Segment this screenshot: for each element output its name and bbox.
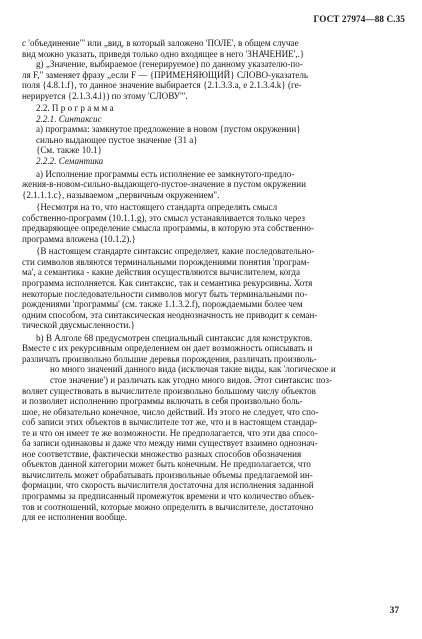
text-line: шое, не обязательно конечное, число действий. Из этого не следует, что спо-	[22, 406, 319, 417]
text-line: сти символов являются терминальными порождениями понятия 'програм-	[22, 256, 310, 267]
text-line: формации, что скорость вычислителя достаточна для исполнения заданной	[22, 480, 314, 491]
text-line: и позволяет исполнению программы включать в себя произвольно боль-	[22, 396, 303, 407]
text-line: a) Исполнение программы есть исполнение ее замкнутого-предло-	[36, 168, 295, 179]
text-line: нерируется {2.1.3.4.l}) по этому 'СЛОВУ'".	[22, 90, 188, 101]
text-line: соб записи этих объектов в вычислителе тот же, что и в настоящем стандар-	[22, 417, 318, 428]
text-line: рождениями 'программы' (см. также 1.1.3.2.f), порождаемыми более чем	[22, 299, 303, 310]
text-line: но много значений данного вида (исключая такие виды, как 'логическое и	[50, 364, 336, 375]
text-line: 2.2.1. Синтаксис	[36, 113, 102, 124]
text-line: {В настоящем стандарте синтаксис определяет, какие последовательно-	[36, 246, 315, 257]
text-line: программы за предписанный промежуток времени и что количество объек-	[22, 490, 315, 501]
text-line: сильно выдающее пустое значение {31 a}	[36, 134, 198, 145]
text-line: g) „Значение, выбираемое (генерируемое) по данному указателю-по-	[36, 59, 303, 70]
text-line: 2.2. П р о г р а м м а	[36, 103, 114, 114]
text-line: с 'объединение'" или „вид, в который заложено 'ПОЛЕ', в общем случае	[22, 38, 299, 48]
text-line: воляет существовать в вычислителе произвольно большому числу объектов	[22, 385, 316, 396]
text-line: {См. также 10.1}	[36, 145, 103, 156]
text-line: тов и соотношений, которые можно определить в вычислителе, достаточно	[22, 501, 314, 512]
text-line: объектов данной категории может быть конечным. Не предполагается, что	[22, 459, 311, 470]
page-header: ГОСТ 27974—88 С.35	[313, 14, 405, 24]
text-line: вид можно указать, приведя только одно входящее в него 'ЗНАЧЕНИЕ',.}	[22, 48, 305, 59]
text-line: собственно-программ (10.1.1.g), это смысл устанавливается только через	[22, 212, 305, 223]
text-line: одним способом, эта синтаксическая неоднозначность не приводит к семан-	[22, 309, 318, 320]
text-line: предваряющее определение смысла программы, в которую эта собственно-	[22, 223, 314, 234]
text-line: программа исполняется. Как синтаксис, так и семантика рекурсивны. Хотя	[22, 278, 313, 289]
text-line: жения-в-новом-сильно-выдающего-пустое-значение в пустом окружении	[22, 179, 306, 190]
page-number: 37	[389, 606, 399, 616]
text-line: a) программа: замкнутое предложение в новом {пустом окружении}	[36, 124, 301, 135]
text-line: стое значение') и различать как угодно много видов. Этот синтаксис поз-	[50, 374, 332, 385]
text-line: ное соответствие, фактически множество разных способов обозначения	[22, 448, 302, 459]
body-text	[22, 38, 405, 523]
text-line: поля {4.8.1.f}, то данное значение выбирается {2.1.3.3.a, e 2.1.3.4.k} (ге-	[22, 80, 302, 91]
text-line: ма', а семантика - какие действия осуществляются вычислителем, когда	[22, 267, 301, 278]
text-line: те и что он имеет те же возможности. Не предполагается, что эти два спосо-	[22, 427, 318, 438]
text-line: программа вложена (10.1.2).}	[22, 233, 136, 244]
text-line: различать произвольно большие деревья порождения, различать произволь-	[22, 353, 317, 364]
text-line: Вместе с их рекурсивным определением он дает возможность описывать и	[22, 343, 313, 354]
text-line: вычислитель может обрабатывать произвольные объемы предлагаемой ин-	[22, 469, 313, 480]
text-line: некоторые последовательности символов могут быть терминальными по-	[22, 288, 308, 299]
text-line: {Несмотря на то, что настоящего стандарта определять смысл	[36, 202, 278, 213]
text-line: ля F," заменяет фразу „если F — {ПРИМЕНЯЮЩИЙ} СЛОВО-указатель	[22, 69, 309, 80]
text-line: ба записи одинаковы и даже что между ними существует взаимно однознач-	[22, 438, 318, 449]
text-line: тической двусмысленности.}	[22, 320, 136, 331]
text-line: b) В Алголе 68 предусмотрен специальный синтаксис для конструктов.	[36, 332, 313, 343]
text-line: 2.2.2. Семантика	[36, 156, 104, 167]
text-line: для ее исполнения вообще.	[22, 512, 128, 523]
text-line: {2.1.1.1.c}, называемом „первичным окружением".	[22, 189, 220, 200]
